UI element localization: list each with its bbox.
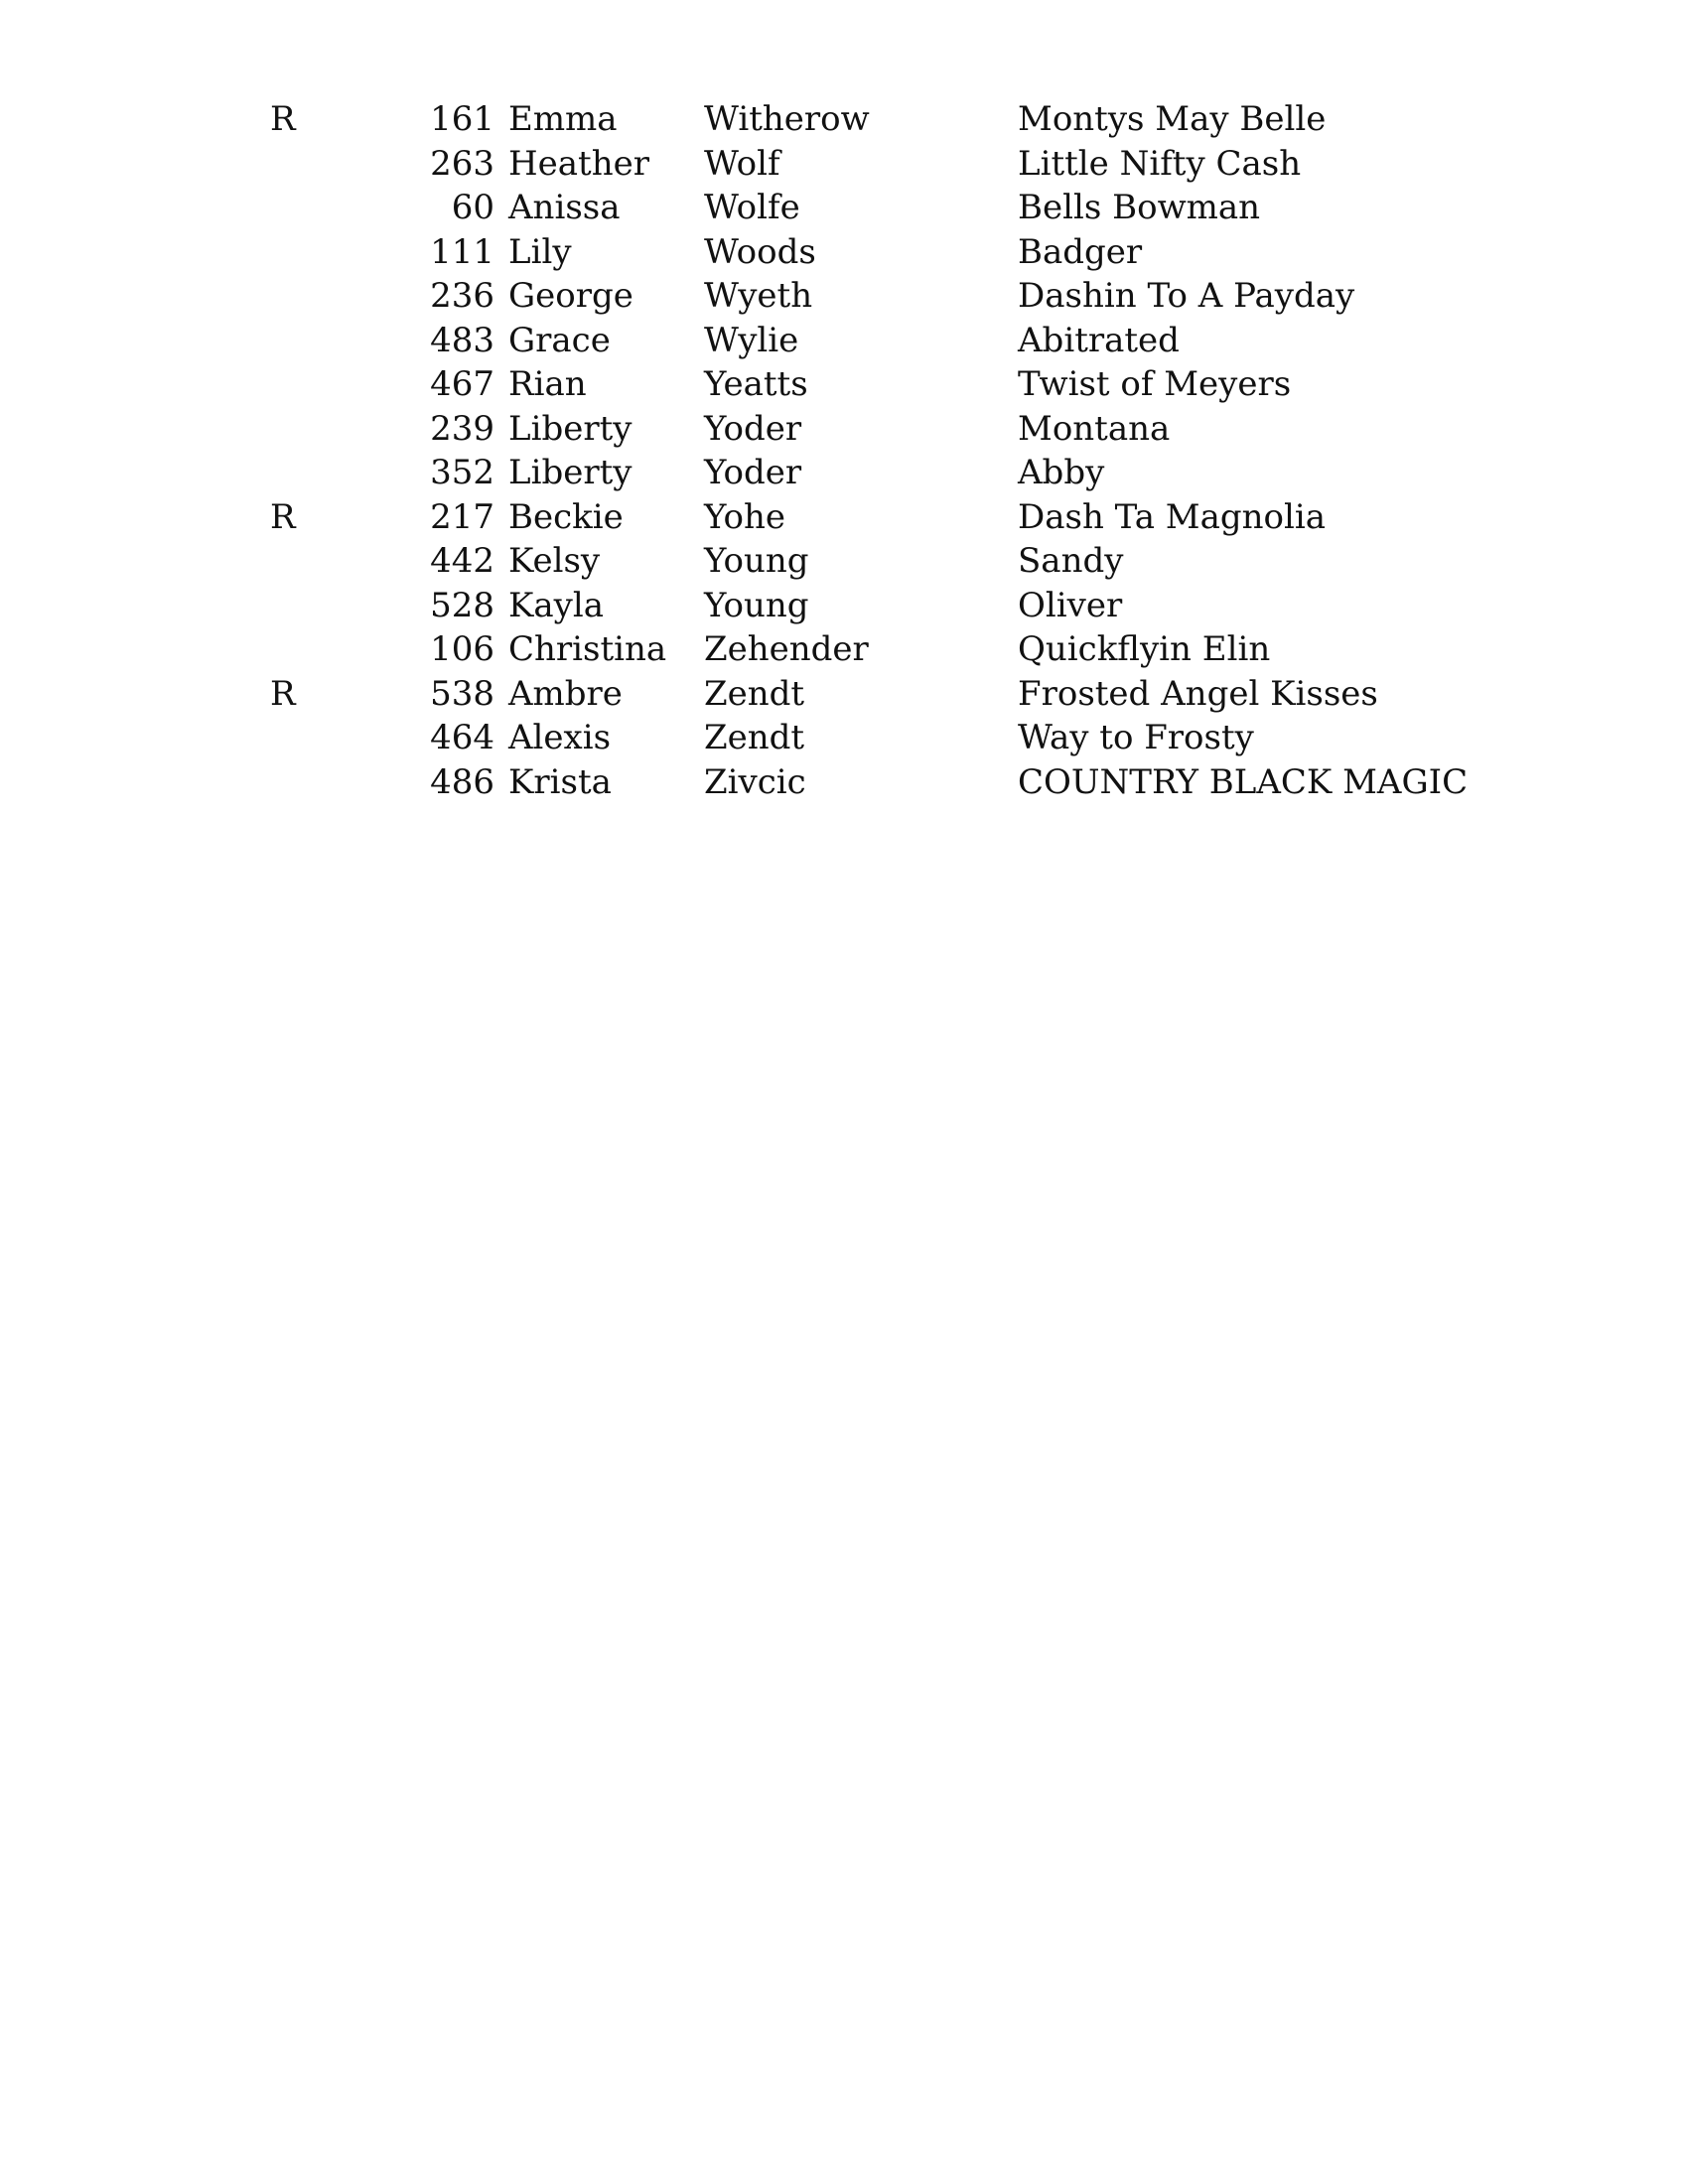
table-row: [0, 186, 1688, 230]
entry-number: 528: [430, 585, 494, 625]
horse-name: Frosted Angel Kisses: [1018, 673, 1378, 714]
last-name: Zehender: [704, 629, 869, 669]
first-name: Ambre: [508, 673, 623, 714]
table-row: [0, 716, 1688, 760]
horse-name: Abitrated: [1018, 320, 1180, 360]
horse-name: Twist of Meyers: [1018, 364, 1292, 404]
table-row: [0, 142, 1688, 187]
rookie-flag: R: [270, 673, 296, 714]
first-name: Grace: [508, 320, 611, 360]
horse-name: Way to Frosty: [1018, 718, 1254, 757]
first-name: Heather: [508, 143, 649, 184]
entry-number: 106: [430, 629, 494, 669]
table-row: [0, 760, 1688, 805]
last-name: Yoder: [704, 408, 802, 449]
rookie-flag: R: [270, 99, 296, 139]
first-name: Rian: [508, 364, 587, 404]
entry-number: 483: [430, 320, 494, 360]
table-row: [0, 362, 1688, 407]
entry-list: [0, 97, 1688, 804]
entry-number: 161: [430, 99, 494, 139]
horse-name: Sandy: [1018, 541, 1124, 581]
last-name: Zivcic: [704, 761, 806, 802]
first-name: Beckie: [508, 496, 624, 537]
entry-number: 464: [430, 718, 494, 757]
last-name: Young: [704, 541, 809, 581]
entry-number: 442: [430, 541, 494, 581]
horse-name: Oliver: [1018, 585, 1123, 625]
first-name: Liberty: [508, 408, 633, 449]
table-row: [0, 495, 1688, 540]
entry-number: 236: [430, 276, 494, 316]
entry-number: 239: [430, 408, 494, 449]
horse-name: Montys May Belle: [1018, 99, 1327, 139]
last-name: Yoder: [704, 453, 802, 492]
first-name: Alexis: [508, 718, 612, 757]
first-name: Anissa: [508, 188, 621, 227]
horse-name: Badger: [1018, 231, 1143, 272]
table-row: [0, 672, 1688, 717]
horse-name: Montana: [1018, 408, 1171, 449]
table-row: [0, 97, 1688, 142]
first-name: Kayla: [508, 585, 605, 625]
horse-name: COUNTRY BLACK MAGIC: [1018, 761, 1469, 802]
last-name: Zendt: [704, 718, 805, 757]
rookie-flag: R: [270, 496, 296, 537]
last-name: Wolf: [704, 143, 780, 184]
horse-name: Dashin To A Payday: [1018, 276, 1355, 316]
entry-number: 111: [430, 231, 494, 272]
last-name: Wyeth: [704, 276, 813, 316]
horse-name: Abby: [1018, 453, 1105, 492]
entry-number: 538: [430, 673, 494, 714]
last-name: Yeatts: [704, 364, 808, 404]
horse-name: Quickflyin Elin: [1018, 629, 1271, 669]
first-name: Christina: [508, 629, 667, 669]
entry-number: 467: [430, 364, 494, 404]
table-row: [0, 230, 1688, 275]
last-name: Yohe: [704, 496, 785, 537]
entry-number: 263: [430, 143, 494, 184]
table-row: [0, 539, 1688, 584]
first-name: Liberty: [508, 453, 633, 492]
entry-number: 486: [430, 761, 494, 802]
last-name: Witherow: [704, 99, 870, 139]
first-name: Kelsy: [508, 541, 601, 581]
table-row: [0, 407, 1688, 452]
horse-name: Bells Bowman: [1018, 188, 1261, 227]
last-name: Zendt: [704, 673, 805, 714]
first-name: Krista: [508, 761, 612, 802]
first-name: Lily: [508, 231, 572, 272]
last-name: Woods: [704, 231, 816, 272]
last-name: Wylie: [704, 320, 799, 360]
table-row: [0, 584, 1688, 628]
entry-number: 60: [451, 188, 494, 227]
entry-number: 217: [430, 496, 494, 537]
table-row: [0, 451, 1688, 495]
last-name: Wolfe: [704, 188, 800, 227]
table-row: [0, 627, 1688, 672]
first-name: Emma: [508, 99, 618, 139]
last-name: Young: [704, 585, 809, 625]
horse-name: Little Nifty Cash: [1018, 143, 1302, 184]
first-name: George: [508, 276, 633, 316]
horse-name: Dash Ta Magnolia: [1018, 496, 1327, 537]
entry-number: 352: [430, 453, 494, 492]
table-row: [0, 274, 1688, 319]
table-row: [0, 319, 1688, 363]
